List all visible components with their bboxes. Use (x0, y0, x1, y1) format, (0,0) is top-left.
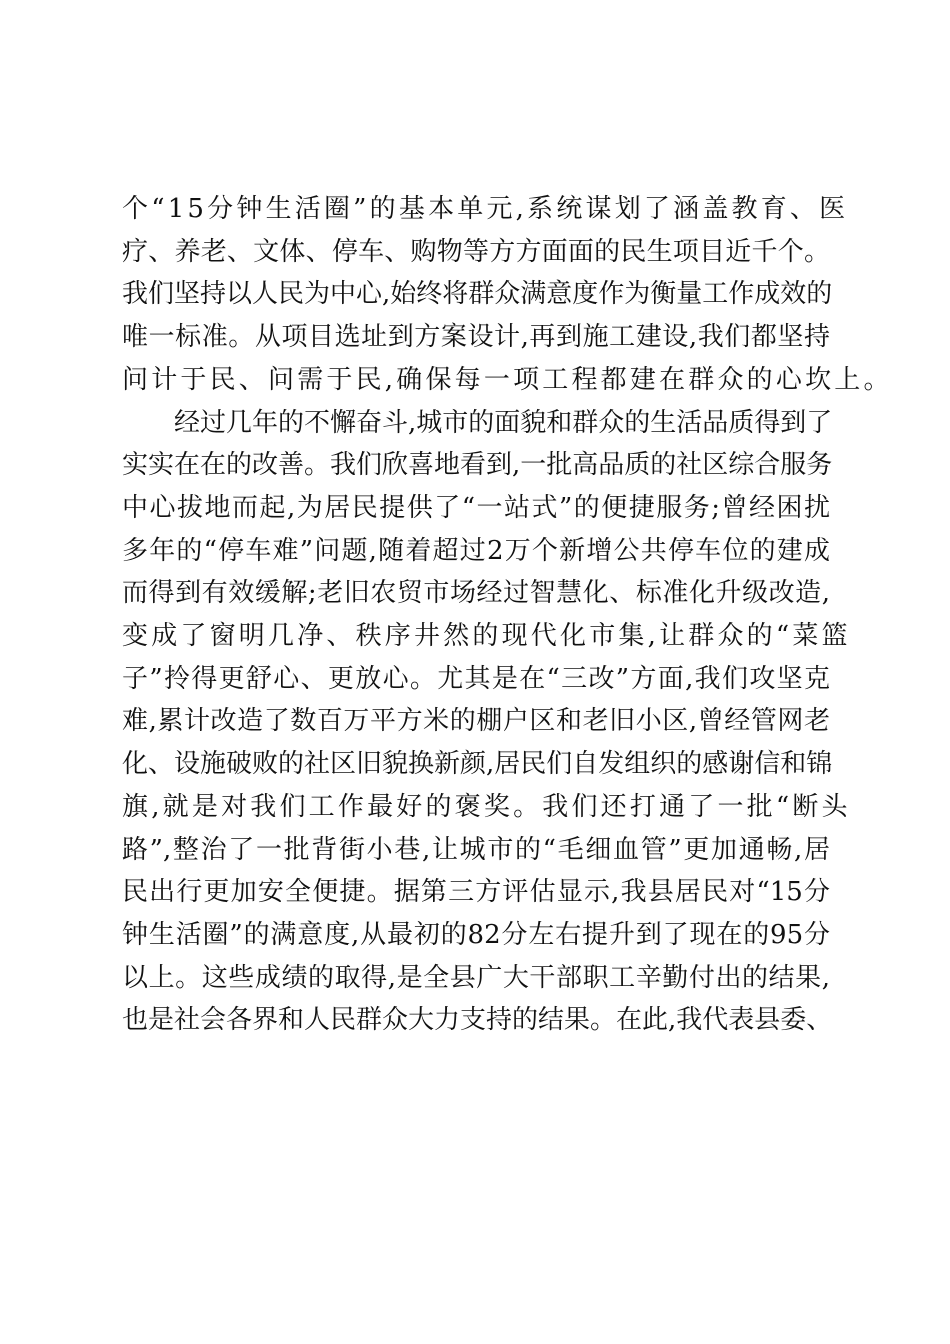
text-line: 问计于民、问需于民,确保每一项工程都建在群众的心坎上。 (122, 364, 893, 395)
text-line: 也是社会各界和人民群众大力支持的结果。在此,我代表县委、 (122, 1005, 833, 1036)
text-line: 路”,整治了一批背街小巷,让城市的“毛细血管”更加通畅,居 (122, 834, 830, 865)
text-line: 民出行更加安全便捷。据第三方评估显示,我县居民对“15分 (122, 877, 830, 908)
text-line: 实实在在的改善。我们欣喜地看到,一批高品质的社区综合服务 (122, 450, 833, 481)
text-line: 个“15分钟生活圈”的基本单元,系统谋划了涵盖教育、医 (122, 194, 849, 224)
text-line: 我们坚持以人民为中心,始终将群众满意度作为衡量工作成效的 (122, 279, 833, 310)
text-line: 多年的“停车难”问题,随着超过2万个新增公共停车位的建成 (122, 535, 830, 566)
text-line: 经过几年的不懈奋斗,城市的面貌和群众的生活品质得到了 (122, 407, 833, 438)
text-line: 化、设施破败的社区旧貌换新颜,居民们自发组织的感谢信和锦 (122, 749, 833, 780)
text-line: 钟生活圈”的满意度,从最初的82分左右提升到了现在的95分 (122, 919, 830, 950)
text-line: 唯一标准。从项目选址到方案设计,再到施工建设,我们都坚持 (122, 322, 830, 353)
text-line: 变成了窗明几净、秩序井然的现代化市集,让群众的“菜篮 (122, 621, 851, 651)
text-line: 疗、养老、文体、停车、购物等方方面面的民生项目近千个。 (122, 236, 830, 267)
text-line: 旗,就是对我们工作最好的褒奖。我们还打通了一批“断头 (122, 791, 851, 822)
text-line: 子”拎得更舒心、更放心。尤其是在“三改”方面,我们攻坚克 (122, 663, 830, 694)
text-line: 难,累计改造了数百万平方米的棚户区和老旧小区,曾经管网老 (122, 706, 830, 737)
text-line: 中心拔地而起,为居民提供了“一站式”的便捷服务;曾经困扰 (122, 492, 830, 523)
text-line: 以上。这些成绩的取得,是全县广大干部职工辛勤付出的结果, (122, 962, 830, 993)
text-line: 而得到有效缓解;老旧农贸市场经过智慧化、标准化升级改造, (122, 578, 830, 609)
